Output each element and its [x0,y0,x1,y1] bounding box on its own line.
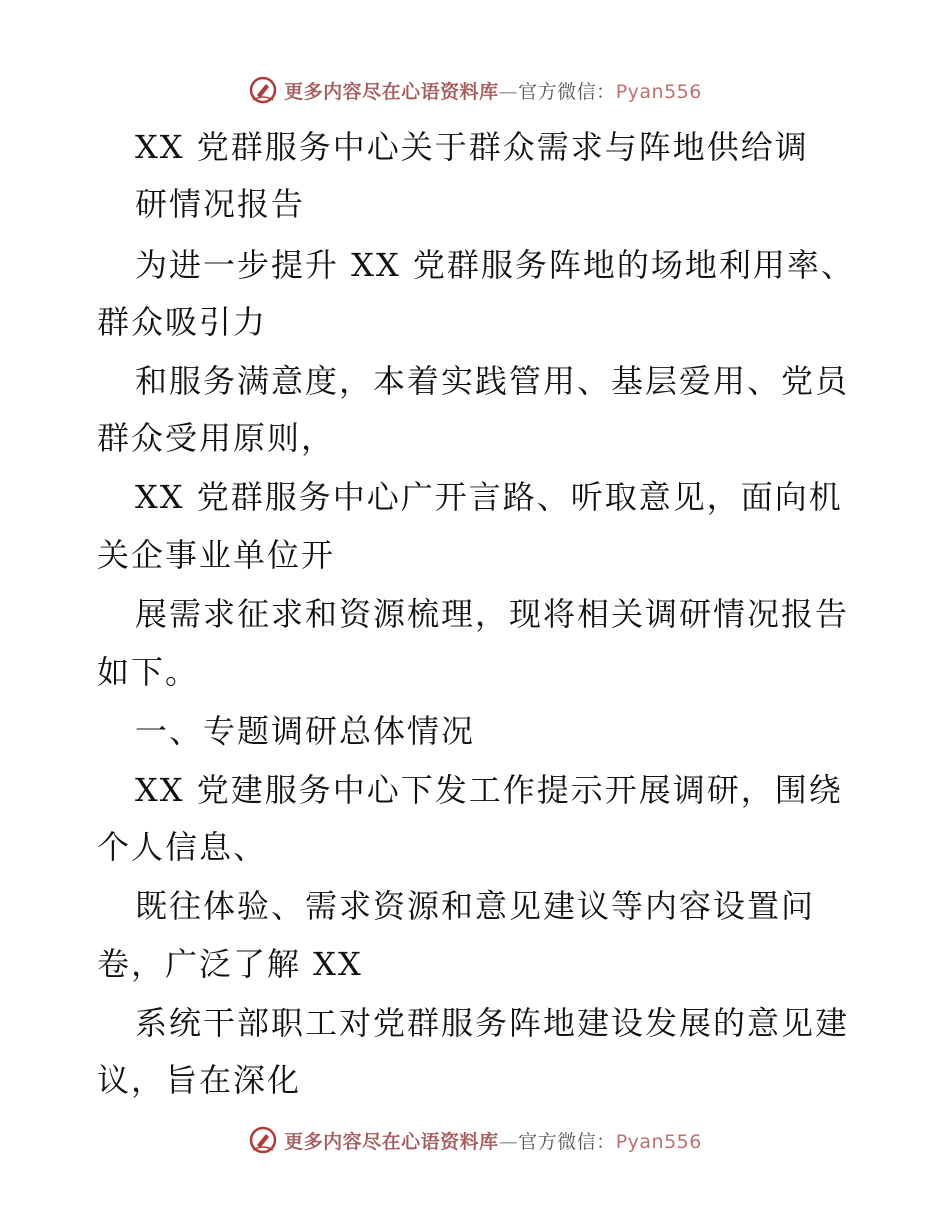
watermark-account: Pyan556 [615,80,702,103]
paragraph-line: 系统干部职工对党群服务阵地建设发展的意见建 [135,1004,850,1042]
paragraph-line: 议，旨在深化 [97,1061,302,1099]
paragraph-line: XX 党群服务中心广开言路、听取意见，面向机 [135,478,843,516]
circle-pen-logo-icon [248,1125,278,1155]
paragraph-line: 展需求征求和资源梳理，现将相关调研情况报告 [135,595,850,633]
header-watermark [0,70,950,110]
watermark-official: 官方微信： [518,1130,616,1153]
document-title-line-2: 研情况报告 [135,185,306,223]
document-title-line-1: XX 党群服务中心关于群众需求与阵地供给调 [135,128,809,166]
paragraph-line: 既往体验、需求资源和意见建议等内容设置问 [135,887,816,925]
circle-pen-logo-icon [248,75,278,105]
section-heading: 一、专题调研总体情况 [135,712,476,750]
watermark-site: 更多内容尽在心语资料库 [284,1130,499,1153]
paragraph-line: XX 党建服务中心下发工作提示开展调研，围绕 [135,771,843,809]
watermark-text [284,77,702,104]
paragraph-line: 为进一步提升 XX 党群服务阵地的场地利用率、 [135,246,855,284]
paragraph-line: 个人信息、 [97,828,268,866]
paragraph-line: 卷，广泛了解 XX [97,945,363,983]
paragraph-line: 如下。 [97,653,200,691]
watermark-text [284,1127,702,1154]
paragraph-line: 关企事业单位开 [97,536,336,574]
watermark-official: 官方微信： [518,80,616,103]
watermark-separator: — [498,80,519,103]
watermark-account: Pyan556 [615,1130,702,1153]
watermark-site: 更多内容尽在心语资料库 [284,80,499,103]
watermark-separator: — [498,1130,519,1153]
paragraph-line: 群众受用原则， [97,419,336,457]
footer-watermark [0,1120,950,1160]
paragraph-line: 群众吸引力 [97,303,268,341]
paragraph-line: 和服务满意度，本着实践管用、基层爱用、党员 [135,362,850,400]
